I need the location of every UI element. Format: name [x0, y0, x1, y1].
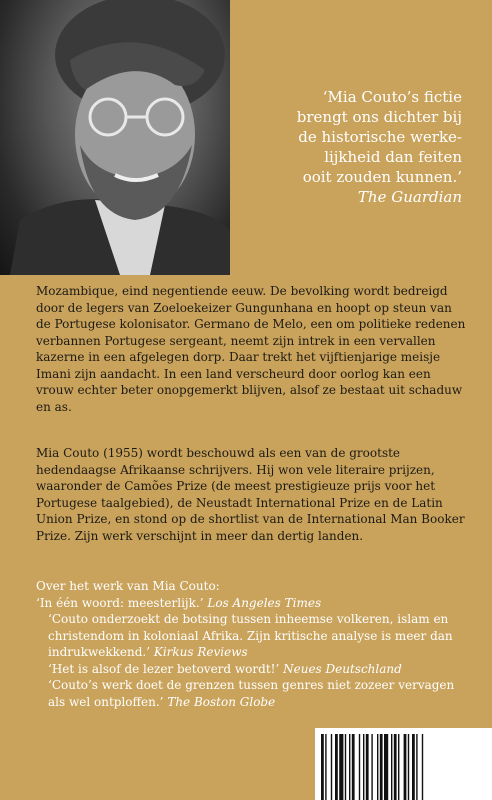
review-source: The Boston Globe: [167, 694, 276, 709]
barcode-bar: [398, 734, 399, 800]
barcode-bar: [366, 734, 369, 800]
barcode-bar: [380, 734, 383, 800]
review-text: ‘In één woord: meesterlijk.’: [36, 595, 204, 610]
review-item: [36, 677, 466, 710]
author-portrait-illustration: [0, 0, 230, 275]
barcode-bar: [349, 734, 350, 800]
barcode-bar: [335, 734, 338, 800]
barcode-bar: [359, 734, 360, 800]
barcode-bar: [339, 734, 343, 800]
barcode-bar: [325, 734, 326, 800]
barcode-bar: [394, 734, 397, 800]
review-source: Kirkus Reviews: [153, 645, 248, 659]
barcode-bars: [315, 728, 492, 800]
guardian-quote: [252, 87, 462, 207]
quote-source: The Guardian: [357, 188, 462, 206]
quote-line: de historische werke-: [298, 128, 462, 146]
barcode-bar: [384, 734, 388, 800]
barcode-bar: [416, 734, 417, 800]
review-item: [36, 595, 466, 612]
barcode-bar: [422, 734, 423, 800]
barcode-bar: [377, 734, 378, 800]
barcode-bar: [412, 734, 415, 800]
review-item: [36, 661, 466, 678]
quote-line: ooit zouden kunnen.’: [302, 168, 462, 186]
review-source: Neues Deutschland: [283, 661, 402, 676]
review-text: ‘Couto onderzoekt de botsing tussen inheemse volkeren, islam en christendom in koloniaal Afrika. Zijn kritische analyse is meer dan indrukwekkend.’: [48, 612, 453, 659]
review-item: [36, 611, 466, 661]
reviews-heading: Over het werk van Mia Couto:: [36, 579, 220, 593]
barcode-bar: [391, 734, 392, 800]
barcode-bar: [345, 734, 346, 800]
review-text: ‘Couto’s werk doet de grenzen tussen genres niet zozeer vervagen als wel ontploffen.’: [48, 678, 455, 709]
quote-line: brengt ons dichter bij: [296, 108, 462, 126]
barcode-bar: [404, 734, 407, 800]
barcode: [315, 728, 492, 800]
review-text: ‘Het is alsof de lezer betoverd wordt!’: [48, 661, 280, 676]
quote-line: lijkheid dan feiten: [324, 148, 462, 166]
barcode-bar: [363, 734, 364, 800]
barcode-bar: [371, 734, 372, 800]
reviews-section: [36, 578, 466, 710]
author-photo: [0, 0, 230, 275]
review-source: Los Angeles Times: [207, 595, 322, 610]
barcode-bar: [321, 734, 324, 800]
barcode-bar: [352, 734, 355, 800]
book-synopsis: Mozambique, eind negentiende eeuw. De bevolking wordt bedreigd door de legers van Zoeloekeizer Gungunhana en hoopt op steun van de Portugese kolonisator. Germano de Melo, een om politieke redenen verbannen Portugese sergeant, neemt zijn intrek in een vervallen kazerne in een afgelegen dorp. Daar trekt het vijftienjarige meisje Imani zijn aandacht. In een land verscheurd door oorlog kan een vrouw echter beter onopgemerkt blijven, alsof ze bestaat uit schaduw en as.: [36, 284, 466, 414]
quote-line: ‘Mia Couto’s fictie: [322, 88, 462, 106]
barcode-bar: [331, 734, 332, 800]
barcode-bar: [408, 734, 409, 800]
author-bio: Mia Couto (1955) wordt beschouwd als een van de grootste hedendaagse Afrikaanse schrijvers. Hij won vele literaire prijzen, waaronder de Camões Prize (de meest prestigieuze prijs voor het Portugese taalgebied), de Neustadt International Prize en de Latin Union Prize, en stond op de shortlist van de International Man Booker Prize. Zijn werk verschijnt in meer dan dertig landen.: [36, 446, 465, 543]
